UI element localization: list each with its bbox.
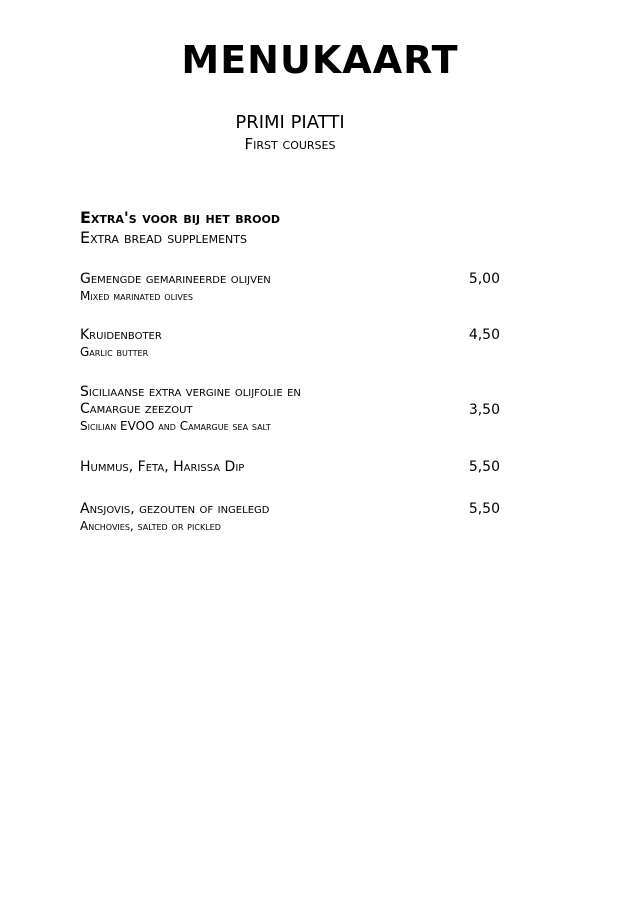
menu-item-name: Ansjovis, gezouten of ingelegd bbox=[80, 501, 270, 517]
section-subtitle: Extra bread supplements bbox=[80, 228, 247, 247]
menu-item bbox=[80, 459, 500, 476]
section-title: Extra's voor bij het brood bbox=[80, 208, 280, 227]
course-name: PRIMI PIATTI bbox=[235, 112, 345, 133]
menu-item bbox=[80, 384, 500, 434]
menu-item-name-line2: Camargue zeezout bbox=[80, 401, 193, 417]
menu-item-subtitle: Sicilian EVOO and Camargue sea salt bbox=[80, 419, 271, 433]
menu-item-price: 5,00 bbox=[468, 271, 500, 287]
page-title: MENUKAART bbox=[181, 38, 459, 82]
course-subtitle: First courses bbox=[244, 135, 336, 153]
menu-item bbox=[80, 271, 500, 304]
menu-item bbox=[80, 327, 500, 360]
menu-item-subtitle: Mixed marinated olives bbox=[80, 289, 193, 303]
menu-item-name: Gemengde gemarineerde olijven bbox=[80, 271, 271, 287]
menu-item-name: Kruidenboter bbox=[80, 327, 162, 343]
menu-item-price: 3,50 bbox=[468, 402, 500, 418]
menu-item-name: Hummus, Feta, Harissa Dip bbox=[80, 459, 245, 475]
course-heading bbox=[0, 112, 580, 154]
menu-item-price: 5,50 bbox=[468, 459, 500, 475]
menu-item bbox=[80, 501, 500, 534]
section-heading bbox=[80, 208, 280, 248]
menu-item-name-line1: Siciliaanse extra vergine olijfolie en bbox=[80, 384, 301, 400]
menu-item-price: 4,50 bbox=[468, 327, 500, 343]
menu-item-price: 5,50 bbox=[468, 501, 500, 517]
menu-item-subtitle: Garlic butter bbox=[80, 345, 149, 359]
menu-item-subtitle: Anchovies, salted or pickled bbox=[80, 519, 221, 533]
